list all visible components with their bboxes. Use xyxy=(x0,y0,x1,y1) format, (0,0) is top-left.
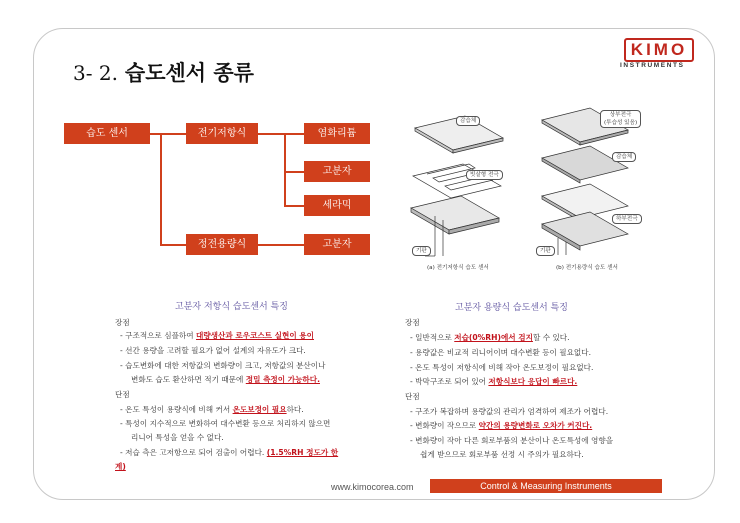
right-pro-2: - 용량값은 비교적 리니어이며 대수변환 등이 필요없다. xyxy=(410,348,592,357)
left-con-2: - 특성이 지수적으로 변화하여 대수변환 등으로 처리하지 않으면 xyxy=(120,419,331,428)
title-text: 습도센서 종류 xyxy=(124,61,254,85)
left-pro-1 xyxy=(120,331,314,341)
connector xyxy=(160,244,186,246)
label-sensing-left: 감습체 xyxy=(456,116,480,126)
left-con-2b: 리니어 특성을 얻을 수 없다. xyxy=(131,433,224,442)
left-con-3-text: - 저습 측은 고저항으로 되어 검출이 어렵다. xyxy=(120,448,267,457)
node-root: 습도 센서 xyxy=(64,123,150,144)
left-con-1-highlight: 온도보정이 필요 xyxy=(232,405,287,414)
connector xyxy=(258,244,304,246)
right-pro-4-text: - 박막구조로 되어 있어 xyxy=(410,377,489,386)
label-substrate-left: 기판 xyxy=(412,246,431,256)
page-title xyxy=(73,57,254,87)
right-pro-4 xyxy=(410,377,577,387)
left-con-1-tail: 하다. xyxy=(286,405,304,414)
title-number: 3- 2. xyxy=(73,61,118,85)
right-con-2-highlight: 약간의 용량변화로 오차가 커진다. xyxy=(478,421,593,430)
left-pro-1-highlight: 대량생산과 로우코스트 실현이 용이 xyxy=(196,331,314,340)
left-con-3 xyxy=(120,448,338,458)
logo-sub: INSTRUMENTS xyxy=(620,62,685,69)
node-capacitive: 정전용량식 xyxy=(186,234,258,255)
caption-left: (a) 전기저항식 습도 센서 xyxy=(427,265,489,271)
footer-tagline: Control & Measuring Instruments xyxy=(430,479,662,493)
right-pro-1 xyxy=(410,333,570,343)
right-pros-head: 장점 xyxy=(405,318,420,327)
footer-url[interactable]: www.kimocorea.com xyxy=(331,482,414,492)
label-electrode: 빗살형 전극 xyxy=(466,170,503,180)
node-polymer-capacitive: 고분자 xyxy=(304,234,370,255)
left-pro-3b-text: 변화도 습도 환산하면 적기 때문에 xyxy=(131,375,246,384)
node-ceramic: 세라믹 xyxy=(304,195,370,216)
left-pro-3b-highlight: 정밀 측정이 가능하다. xyxy=(245,375,320,384)
node-licl: 염화리튬 xyxy=(304,123,370,144)
right-con-2 xyxy=(410,421,592,431)
right-pro-1-highlight: 저습(0%RH)에서 검지 xyxy=(454,333,533,342)
left-pro-1-text: - 구조적으로 심플하여 xyxy=(120,331,197,340)
connector xyxy=(284,205,304,207)
connector xyxy=(284,133,286,207)
right-pro-1-tail: 할 수 있다. xyxy=(532,333,570,342)
connector xyxy=(160,133,162,245)
left-pro-2: - 선간 용량을 고려할 필요가 없어 설계의 자유도가 크다. xyxy=(120,346,306,355)
left-con-3b xyxy=(115,462,126,472)
kimo-logo xyxy=(620,38,700,72)
right-pro-4-highlight: 저항식보다 응답이 빠르다. xyxy=(488,377,578,386)
node-resistive: 전기저항식 xyxy=(186,123,258,144)
left-con-1 xyxy=(120,405,304,415)
right-pro-3: - 온도 특성이 저항식에 비해 작아 온도보정이 필요없다. xyxy=(410,363,594,372)
label-substrate-right: 기판 xyxy=(536,246,555,256)
right-con-3b: 쉽게 받으므로 회로부품 선정 시 주의가 필요하다. xyxy=(420,450,584,459)
right-con-1: - 구조가 복잡하며 용량값의 관리가 엄격하여 제조가 어렵다. xyxy=(410,407,609,416)
caption-right: (b) 전기용량식 습도 센서 xyxy=(556,265,618,271)
right-pro-1-text: - 일반적으로 xyxy=(410,333,455,342)
label-bottom-electrode: 하부전극 xyxy=(612,214,642,224)
connector xyxy=(150,133,186,135)
right-cons-head: 단점 xyxy=(405,392,420,401)
left-con-3b-highlight: 계) xyxy=(115,462,126,471)
right-con-3: - 변화량이 작아 다른 회로부품의 분산이나 온도특성에 영향을 xyxy=(410,436,614,445)
right-section-title: 고분자 용량식 습도센서 특징 xyxy=(455,303,568,313)
left-con-3-highlight: (1.5%RH 정도가 한 xyxy=(266,448,339,457)
left-con-1-text: - 온도 특성이 용량식에 비해 커서 xyxy=(120,405,233,414)
left-pro-3: - 습도변화에 대한 저항값의 변화량이 크고, 저항값의 분산이나 xyxy=(120,361,326,370)
connector xyxy=(284,171,304,173)
label-sensing-right: 감습체 xyxy=(612,152,636,162)
left-cons-head: 단점 xyxy=(115,390,130,399)
logo-brand: KIMO xyxy=(624,38,694,62)
right-con-2-text: - 변화량이 작으므로 xyxy=(410,421,479,430)
label-top-electrode: 상부전극 (투습성 있음) xyxy=(600,110,641,128)
node-polymer-resistive: 고분자 xyxy=(304,161,370,182)
left-pro-3b xyxy=(131,375,320,385)
left-section-title: 고분자 저항식 습도센서 특징 xyxy=(175,302,288,312)
connector xyxy=(258,133,304,135)
left-pros-head: 장점 xyxy=(115,318,130,327)
